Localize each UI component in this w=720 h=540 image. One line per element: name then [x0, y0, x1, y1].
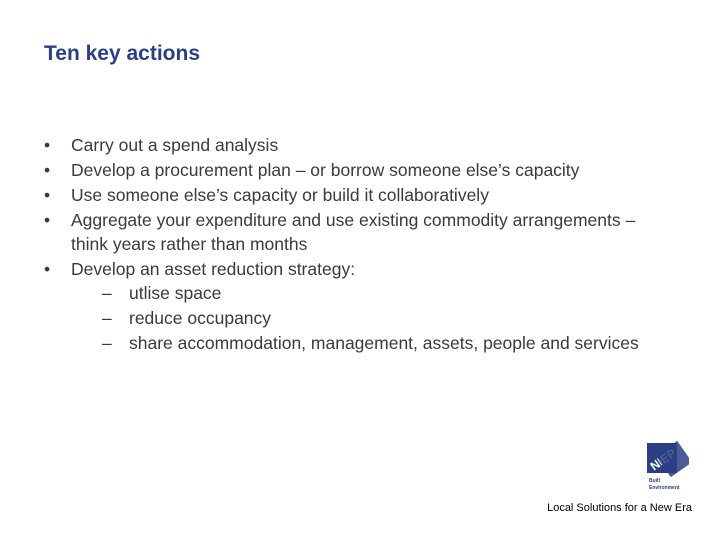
bullet-list: [44, 133, 644, 356]
logo-mark-icon: [641, 441, 689, 493]
slide-title: Ten key actions: [44, 42, 201, 65]
logo-caption-line2: Environment: [649, 485, 680, 491]
bullet-item: • Carry out a spend analysis: [44, 133, 644, 157]
bullet-item: • Aggregate your expenditure and use existing commodity arrangements – think years rather than months: [44, 208, 644, 256]
sub-bullet-item: – share accommodation, management, assets, people and services: [102, 331, 644, 355]
bullet-item-label: Develop an asset reduction strategy:: [71, 259, 356, 279]
built-environment-logo: [641, 441, 689, 493]
bullet-item: • Develop a procurement plan – or borrow someone else’s capacity: [44, 158, 644, 182]
bullet-item-asset-strategy: [44, 257, 644, 355]
sub-bullet-list: [71, 281, 644, 355]
sub-bullet-item: – reduce occupancy: [102, 306, 644, 330]
bullet-item: • Use someone else’s capacity or build it collaboratively: [44, 183, 644, 207]
sub-bullet-item: – utlise space: [102, 281, 644, 305]
logo-caption-line1: Built: [649, 478, 661, 484]
footer-tagline: Local Solutions for a New Era: [547, 502, 692, 514]
